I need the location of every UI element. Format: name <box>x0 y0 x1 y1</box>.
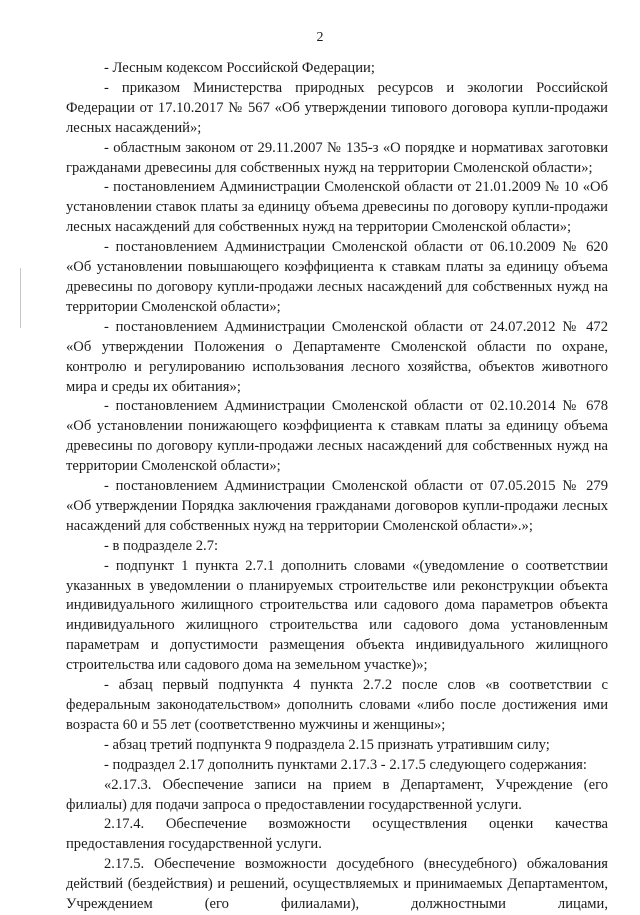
paragraph-resolution-2009-620: - постановлением Администрации Смоленской области от 06.10.2009 № 620 «Об установлении повышающего коэффициента к ставкам платы за единицу объема древесины по договору купли-продажи лесных насаждений для собственных нужд на территории Смоленской области»; <box>66 239 608 315</box>
scan-artifact-line <box>20 268 21 328</box>
page-number: 2 <box>316 30 324 45</box>
paragraph-ministry-order: - приказом Министерства природных ресурсов и экологии Российской Федерации от 17.10.2017 № 567 «Об утверждении типового договора купли-продажи лесных насаждений»; <box>66 79 608 136</box>
document-body <box>66 59 608 915</box>
paragraph-resolution-2014-678: - постановлением Администрации Смоленской области от 02.10.2014 № 678 «Об установлении понижающего коэффициента к ставкам платы за единицу объема древесины по договору купли-продажи лесных насаждений для собственных нужд на территории Смоленской области»; <box>66 398 608 475</box>
paragraph-subsection-2-17: - подраздел 2.17 дополнить пунктами 2.17.3 - 2.17.5 следующего содержания: <box>104 756 587 773</box>
paragraph-subitem-2-7-1: - подпункт 1 пункта 2.7.1 дополнить словами «(уведомление о соответствии указанных в уведомлении о планируемых строительстве или реконструкции объекта индивидуального жилищного строительства или садового дома параметров объекта индивидуального жилищного строительства или садового дома установленным параметрам и допустимости размещения объекта индивидуального жилищного строительства или садового дома на земельном участке)»; <box>66 557 608 674</box>
paragraph-item-2-17-5: 2.17.5. Обеспечение возможности досудебного (внесудебного) обжалования действий (бездействия) и решений, осуществляемых и принимаемых Департаментом, Учреждением (его филиалами), должностными лицами, <box>66 856 608 913</box>
paragraph-resolution-2012-472: - постановлением Администрации Смоленской области от 24.07.2012 № 472 «Об утверждении Положения о Департаменте Смоленской области по охране, контролю и регулированию использования лесного хозяйства, объектов животного мира и среды их обитания»; <box>66 318 608 395</box>
paragraph-regional-law: - областным законом от 29.11.2007 № 135-з «О порядке и нормативах заготовки гражданами древесины для собственных нужд на территории Смоленской области»; <box>66 139 608 176</box>
paragraph-subsection-2-7: - в подразделе 2.7: <box>104 537 219 554</box>
paragraph-forest-code: - Лесным кодексом Российской Федерации; <box>104 60 375 76</box>
paragraph-resolution-2009-10: - постановлением Администрации Смоленской области от 21.01.2009 № 10 «Об установлении ставок платы за единицу объема древесины по договору купли-продажи лесных насаждений для собственных нужд на территории Смоленской области»; <box>66 179 608 236</box>
paragraph-subitem-2-15: - абзац третий подпункта 9 подраздела 2.15 признать утратившим силу; <box>104 736 550 753</box>
paragraph-item-2-17-3: «2.17.3. Обеспечение записи на прием в Департамент, Учреждение (его филиалы) для подачи запроса о предоставлении государственной услуги. <box>66 776 608 813</box>
paragraph-item-2-17-4: 2.17.4. Обеспечение возможности осуществления оценки качества предоставления государственной услуги. <box>66 816 608 853</box>
paragraph-subitem-2-7-2: - абзац первый подпункта 4 пункта 2.7.2 после слов «в соответствии с федеральным законодательством» дополнить словами «либо после достижения ими возраста 60 и 55 лет (соответственно мужчины и женщины»; <box>66 677 608 733</box>
paragraph-resolution-2015-279: - постановлением Администрации Смоленской области от 07.05.2015 № 279 «Об утверждении Порядка заключения гражданами договоров купли-продажи лесных насаждений для собственных нужд на территории Смоленской области».»; <box>66 478 608 534</box>
